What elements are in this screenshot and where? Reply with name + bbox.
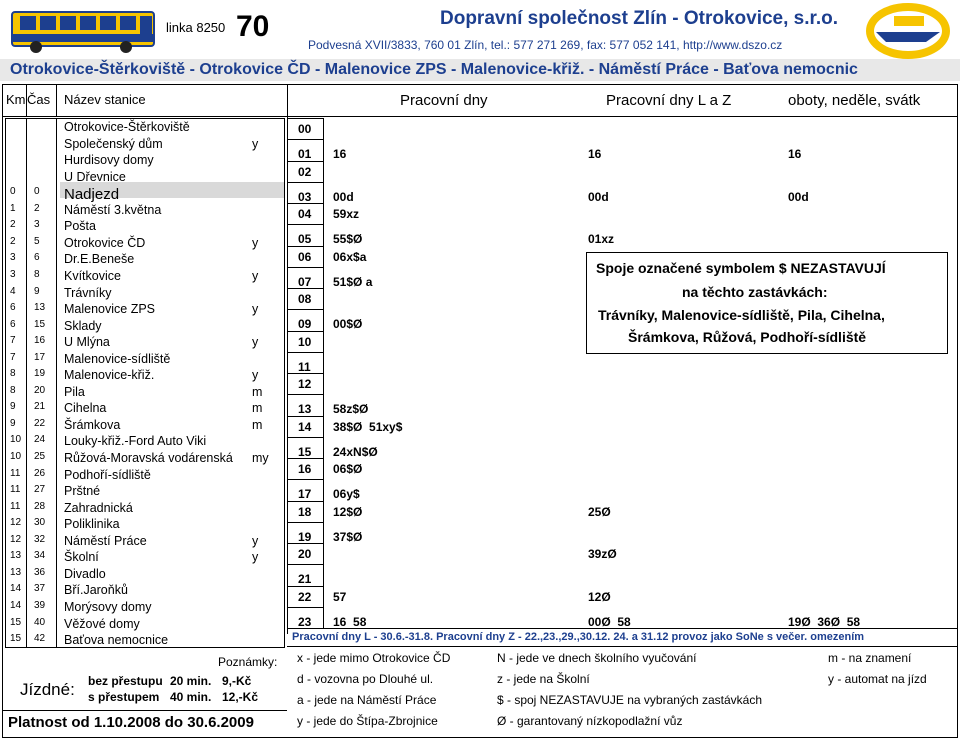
station-cas: 2: [34, 202, 40, 214]
station-cas: 17: [34, 351, 46, 363]
hour-row-line: [287, 501, 323, 502]
hour-label: 16: [298, 462, 312, 476]
station-km: 6: [10, 302, 16, 314]
station-name: Společenský dům: [64, 136, 163, 151]
hour-label: 15: [298, 444, 312, 459]
hour-row-line: [287, 373, 323, 374]
hour-row-line: [287, 267, 323, 268]
divider: [56, 84, 57, 116]
hour-row-line: [287, 564, 323, 565]
station-name: Prštné: [64, 484, 101, 499]
dep-pracovni: 55$Ø: [333, 232, 363, 247]
legend-c: m - na znamení: [828, 651, 912, 665]
col-sobota: oboty, neděle, svátk: [788, 92, 921, 109]
station-flag: my: [252, 451, 269, 465]
fare-row1-label: bez přestupu: [88, 674, 163, 688]
station-cas: 40: [34, 616, 46, 628]
station-cas: 5: [34, 235, 40, 247]
dep-pracovni: 57: [333, 589, 347, 604]
station-km: 10: [10, 451, 22, 462]
linka-label: linka 8250: [166, 20, 226, 35]
station-name: Náměstí 3.května: [64, 202, 162, 217]
station-cas: 6: [34, 252, 40, 264]
station-name: Malenovice ZPS: [64, 302, 156, 317]
hour-label: 19: [298, 529, 312, 544]
dep-sobota: 19Ø 36Ø 58: [788, 614, 861, 629]
station-flag: y: [252, 136, 259, 151]
station-name: Věžové domy: [64, 616, 140, 631]
station-name: Hurdisovy domy: [64, 153, 154, 168]
station-name: Růžová-Moravská vodárenská: [64, 451, 233, 465]
station-cas: 9: [34, 285, 40, 297]
station-cas: 8: [34, 268, 40, 280]
station-name: Pošta: [64, 219, 96, 234]
station-km: 7: [10, 351, 16, 363]
station-km: 15: [10, 633, 22, 645]
hour-label: 06: [298, 249, 312, 264]
station-cas: 16: [34, 335, 46, 347]
station-km: 15: [10, 616, 22, 628]
station-km: 11: [10, 467, 21, 479]
hour-label: 09: [298, 317, 312, 332]
station-cas: 21: [34, 401, 46, 413]
station-cas: 42: [34, 633, 46, 645]
hour-label: 05: [298, 232, 312, 247]
hour-row-line: [287, 522, 323, 523]
legend-b: Ø - garantovaný nízkopodlažní vůz: [497, 714, 683, 728]
station-cas: 28: [34, 500, 46, 512]
dep-pracovni: 24xN$Ø: [333, 444, 378, 459]
legend-b: z - jede na Školní: [497, 672, 590, 686]
hour-label: 17: [298, 487, 312, 502]
station-km: 10: [10, 434, 22, 446]
hour-label: 02: [298, 164, 312, 179]
station-cas: 20: [34, 384, 46, 396]
station-name: Malenovice-sídliště: [64, 351, 171, 366]
station-name: Bří.Jaroňků: [64, 583, 128, 598]
station-cas: 24: [34, 434, 46, 446]
dep-pracovni: 06y$: [333, 487, 360, 502]
hour-row-line: [287, 161, 323, 162]
hour-label: 13: [298, 402, 312, 417]
station-cas: 26: [34, 467, 46, 479]
col-pracovni-lz: Pracovní dny L a Z: [606, 92, 732, 109]
station-km: 12: [10, 517, 22, 529]
station-flag: y: [252, 533, 259, 548]
company-logo: [866, 2, 950, 60]
line-number: 70: [236, 10, 270, 43]
station-cas: 32: [34, 533, 46, 545]
station-km: 6: [10, 318, 16, 330]
station-flag: m: [252, 401, 263, 416]
station-cas: 36: [34, 566, 46, 578]
hour-label: 12: [298, 377, 312, 391]
station-flag: y: [252, 268, 259, 283]
hour-row-line: [287, 139, 323, 140]
hour-row-line: [287, 118, 323, 119]
validity: Platnost od 1.10.2008 do 30.6.2009: [8, 714, 254, 731]
station-name: Divadlo: [64, 566, 106, 581]
station-cas: 27: [34, 484, 46, 496]
hour-row-line: [287, 352, 323, 353]
station-name: Náměstí Práce: [64, 533, 147, 548]
station-name: Otrokovice-Štěrkoviště: [64, 120, 190, 134]
hour-label: 08: [298, 292, 312, 306]
station-cas: 34: [34, 550, 46, 562]
station-km: 11: [10, 500, 21, 512]
col-nazev: Název stanice: [64, 92, 146, 107]
legend-b: $ - spoj NEZASTAVUJE na vybraných zastávkách: [497, 693, 762, 707]
dep-pracovni-lz: 00d: [588, 189, 609, 204]
fare-row2-time: 40 min.: [170, 690, 212, 704]
station-cas: 30: [34, 517, 46, 529]
station-km: 1: [10, 202, 16, 214]
station-name: Zahradnická: [64, 500, 133, 515]
station-km: 8: [10, 368, 16, 380]
station-name: Malenovice-křiž.: [64, 368, 155, 383]
station-flag: y: [252, 368, 259, 383]
station-km: 9: [10, 401, 16, 413]
hour-label: 23: [298, 614, 312, 629]
station-flag: y: [252, 235, 259, 250]
station-cas: 3: [34, 219, 40, 231]
dep-sobota: 16: [788, 147, 802, 162]
station-name: Nadjezd: [64, 186, 120, 204]
dep-pracovni-lz: 00Ø 58: [588, 614, 631, 629]
company-address: Podvesná XVII/3833, 760 01 Zlín, tel.: 577 271 269, fax: 577 052 141, http://www.dszo.cz: [308, 38, 783, 52]
station-name: Šrámkova: [64, 417, 121, 432]
dep-sobota: 00d: [788, 189, 809, 204]
hour-row-line: [287, 479, 323, 480]
hour-row-line: [287, 309, 323, 310]
dep-pracovni: 37$Ø: [333, 529, 363, 544]
hour-label: 11: [298, 359, 311, 374]
station-cas: 0: [34, 186, 40, 198]
notice-line: Šrámkova, Růžová, Podhoří-sídliště: [628, 329, 867, 345]
dep-pracovni: 00d: [333, 189, 354, 204]
station-name: Dr.E.Beneše: [64, 252, 135, 267]
station-km: 14: [10, 599, 22, 611]
legend-a: x - jede mimo Otrokovice ČD: [297, 651, 451, 665]
hour-row-line: [287, 203, 323, 204]
hour-row-line: [287, 224, 323, 225]
hour-label: 04: [298, 207, 312, 221]
station-km: 13: [10, 550, 22, 562]
hour-label: 01: [298, 147, 312, 162]
fare-row1-time: 20 min.: [170, 674, 212, 688]
hour-label: 10: [298, 334, 312, 349]
hour-row-line: [287, 246, 323, 247]
notes-line: Pracovní dny L - 30.6.-31.8. Pracovní dny Z - 22.,23.,29.,30.12. 24. a 31.12 provoz jako SoNe s večer. omezením: [292, 631, 865, 643]
dep-pracovni: 16: [333, 147, 347, 162]
hour-row-line: [287, 288, 323, 289]
hour-label: 03: [298, 189, 312, 204]
dep-pracovni-lz: 12Ø: [588, 589, 611, 604]
station-name: Otrokovice ČD: [64, 235, 146, 250]
dep-pracovni-lz: 16: [588, 147, 602, 162]
station-km: 2: [10, 219, 16, 231]
station-km: 2: [10, 235, 16, 247]
station-km: 7: [10, 335, 16, 347]
dep-pracovni: 58z$Ø: [333, 402, 369, 417]
validity-divider: [2, 710, 287, 711]
notes-divider: [287, 646, 958, 647]
hour-row-line: [287, 182, 323, 183]
station-km: 0: [10, 186, 16, 198]
divider: [26, 84, 27, 116]
station-km: 12: [10, 533, 22, 545]
dep-pracovni: 06x$a: [333, 249, 367, 264]
station-name: U Dřevnice: [64, 169, 126, 184]
station-km: 11: [10, 484, 21, 496]
legend-c: y - automat na jízd: [828, 672, 927, 686]
dep-pracovni-lz: 01xz: [588, 232, 615, 247]
notice-line: na těchto zastávkách:: [682, 284, 828, 300]
notice-line: Trávníky, Malenovice-sídliště, Pila, Cihelna,: [598, 307, 885, 323]
station-flag: y: [252, 302, 259, 317]
station-cas: 22: [34, 417, 46, 429]
legend-a: d - vozovna po Dlouhé ul.: [297, 672, 434, 686]
hour-row-line: [287, 437, 323, 438]
legend-a: y - jede do Štípa-Zbrojnice: [297, 714, 438, 728]
dep-pracovni: 38$Ø 51xy$: [333, 419, 403, 434]
station-km: 8: [10, 384, 16, 396]
col-pracovni: Pracovní dny: [400, 92, 488, 109]
divider: [56, 118, 57, 648]
hour-row-line: [287, 607, 323, 608]
hour-row-line: [287, 416, 323, 417]
hour-label: 07: [298, 274, 312, 289]
dep-pracovni: 00$Ø: [333, 317, 363, 332]
col-cas: Čas: [27, 92, 51, 107]
legend-b: N - jede ve dnech školního vyučování: [497, 651, 697, 665]
station-km: 3: [10, 252, 16, 264]
station-km: 14: [10, 583, 22, 595]
fare-row2-price: 12,-Kč: [222, 690, 259, 704]
station-name: Cihelna: [64, 401, 107, 416]
station-name: Pila: [64, 384, 85, 399]
dep-pracovni: 06$Ø: [333, 462, 363, 476]
hour-label: 21: [298, 572, 312, 587]
hour-row-line: [287, 394, 323, 395]
station-cas: 25: [34, 451, 46, 462]
hour-row-line: [287, 458, 323, 459]
dep-pracovni-lz: 39zØ: [588, 547, 617, 561]
station-name: Školní: [64, 550, 99, 565]
company-name: Dopravní společnost Zlín - Otrokovice, s.r.o.: [440, 8, 839, 29]
station-name: Poliklinika: [64, 517, 120, 532]
station-flag: y: [252, 550, 259, 565]
station-km: 13: [10, 566, 22, 578]
bus-image: [10, 4, 158, 56]
hour-row-line: [287, 331, 323, 332]
station-name: Trávníky: [64, 285, 112, 300]
fare-row2-label: s přestupem: [88, 690, 160, 704]
dep-pracovni: 16 58: [333, 614, 367, 629]
legend-a: a - jede na Náměstí Práce: [297, 693, 437, 707]
notes-divider: [287, 628, 958, 629]
station-km: 4: [10, 285, 16, 297]
notice-line: Spoje označené symbolem $ NEZASTAVUJÍ: [596, 260, 886, 276]
divider: [26, 118, 27, 648]
hour-label: 20: [298, 547, 312, 561]
fare-row1-price: 9,-Kč: [222, 674, 252, 688]
station-name: Morýsovy domy: [64, 599, 152, 614]
divider: [287, 84, 288, 634]
station-cas: 39: [34, 599, 46, 611]
hour-label: 14: [298, 419, 312, 434]
station-name: U Mlýna: [64, 335, 110, 350]
station-flag: m: [252, 417, 263, 432]
station-cas: 37: [34, 583, 46, 595]
hour-label: 00: [298, 122, 312, 136]
station-cas: 19: [34, 368, 46, 380]
col-km: Km: [6, 92, 26, 107]
station-name: Sklady: [64, 318, 102, 333]
station-name: Kvítkovice: [64, 268, 121, 283]
station-km: 3: [10, 268, 16, 280]
station-name: Baťova nemocnice: [64, 633, 169, 648]
hour-row-line: [287, 586, 323, 587]
hour-label: 18: [298, 504, 312, 519]
station-name: Louky-křiž.-Ford Auto Viki: [64, 434, 207, 449]
station-km: 9: [10, 417, 16, 429]
dep-pracovni: 59xz: [333, 207, 360, 221]
hour-label: 22: [298, 589, 312, 604]
divider: [323, 118, 324, 628]
station-name: Podhoří-sídliště: [64, 467, 151, 482]
header-divider: [2, 116, 958, 117]
route-title: Otrokovice-Štěrkoviště - Otrokovice ČD - Malenovice ZPS - Malenovice-křiž. - Náměstí Práce - Baťova nemocnic: [10, 61, 858, 78]
poznamky-label: Poznámky:: [218, 655, 278, 669]
station-cas: 13: [34, 302, 46, 314]
fare-label: Jízdné:: [20, 680, 75, 699]
dep-pracovni: 12$Ø: [333, 504, 363, 519]
hour-row-line: [287, 543, 323, 544]
station-cas: 15: [34, 318, 46, 330]
dep-pracovni-lz: 25Ø: [588, 504, 611, 519]
station-flag: m: [252, 384, 263, 399]
station-flag: y: [252, 335, 259, 350]
dep-pracovni: 51$Ø a: [333, 274, 373, 289]
